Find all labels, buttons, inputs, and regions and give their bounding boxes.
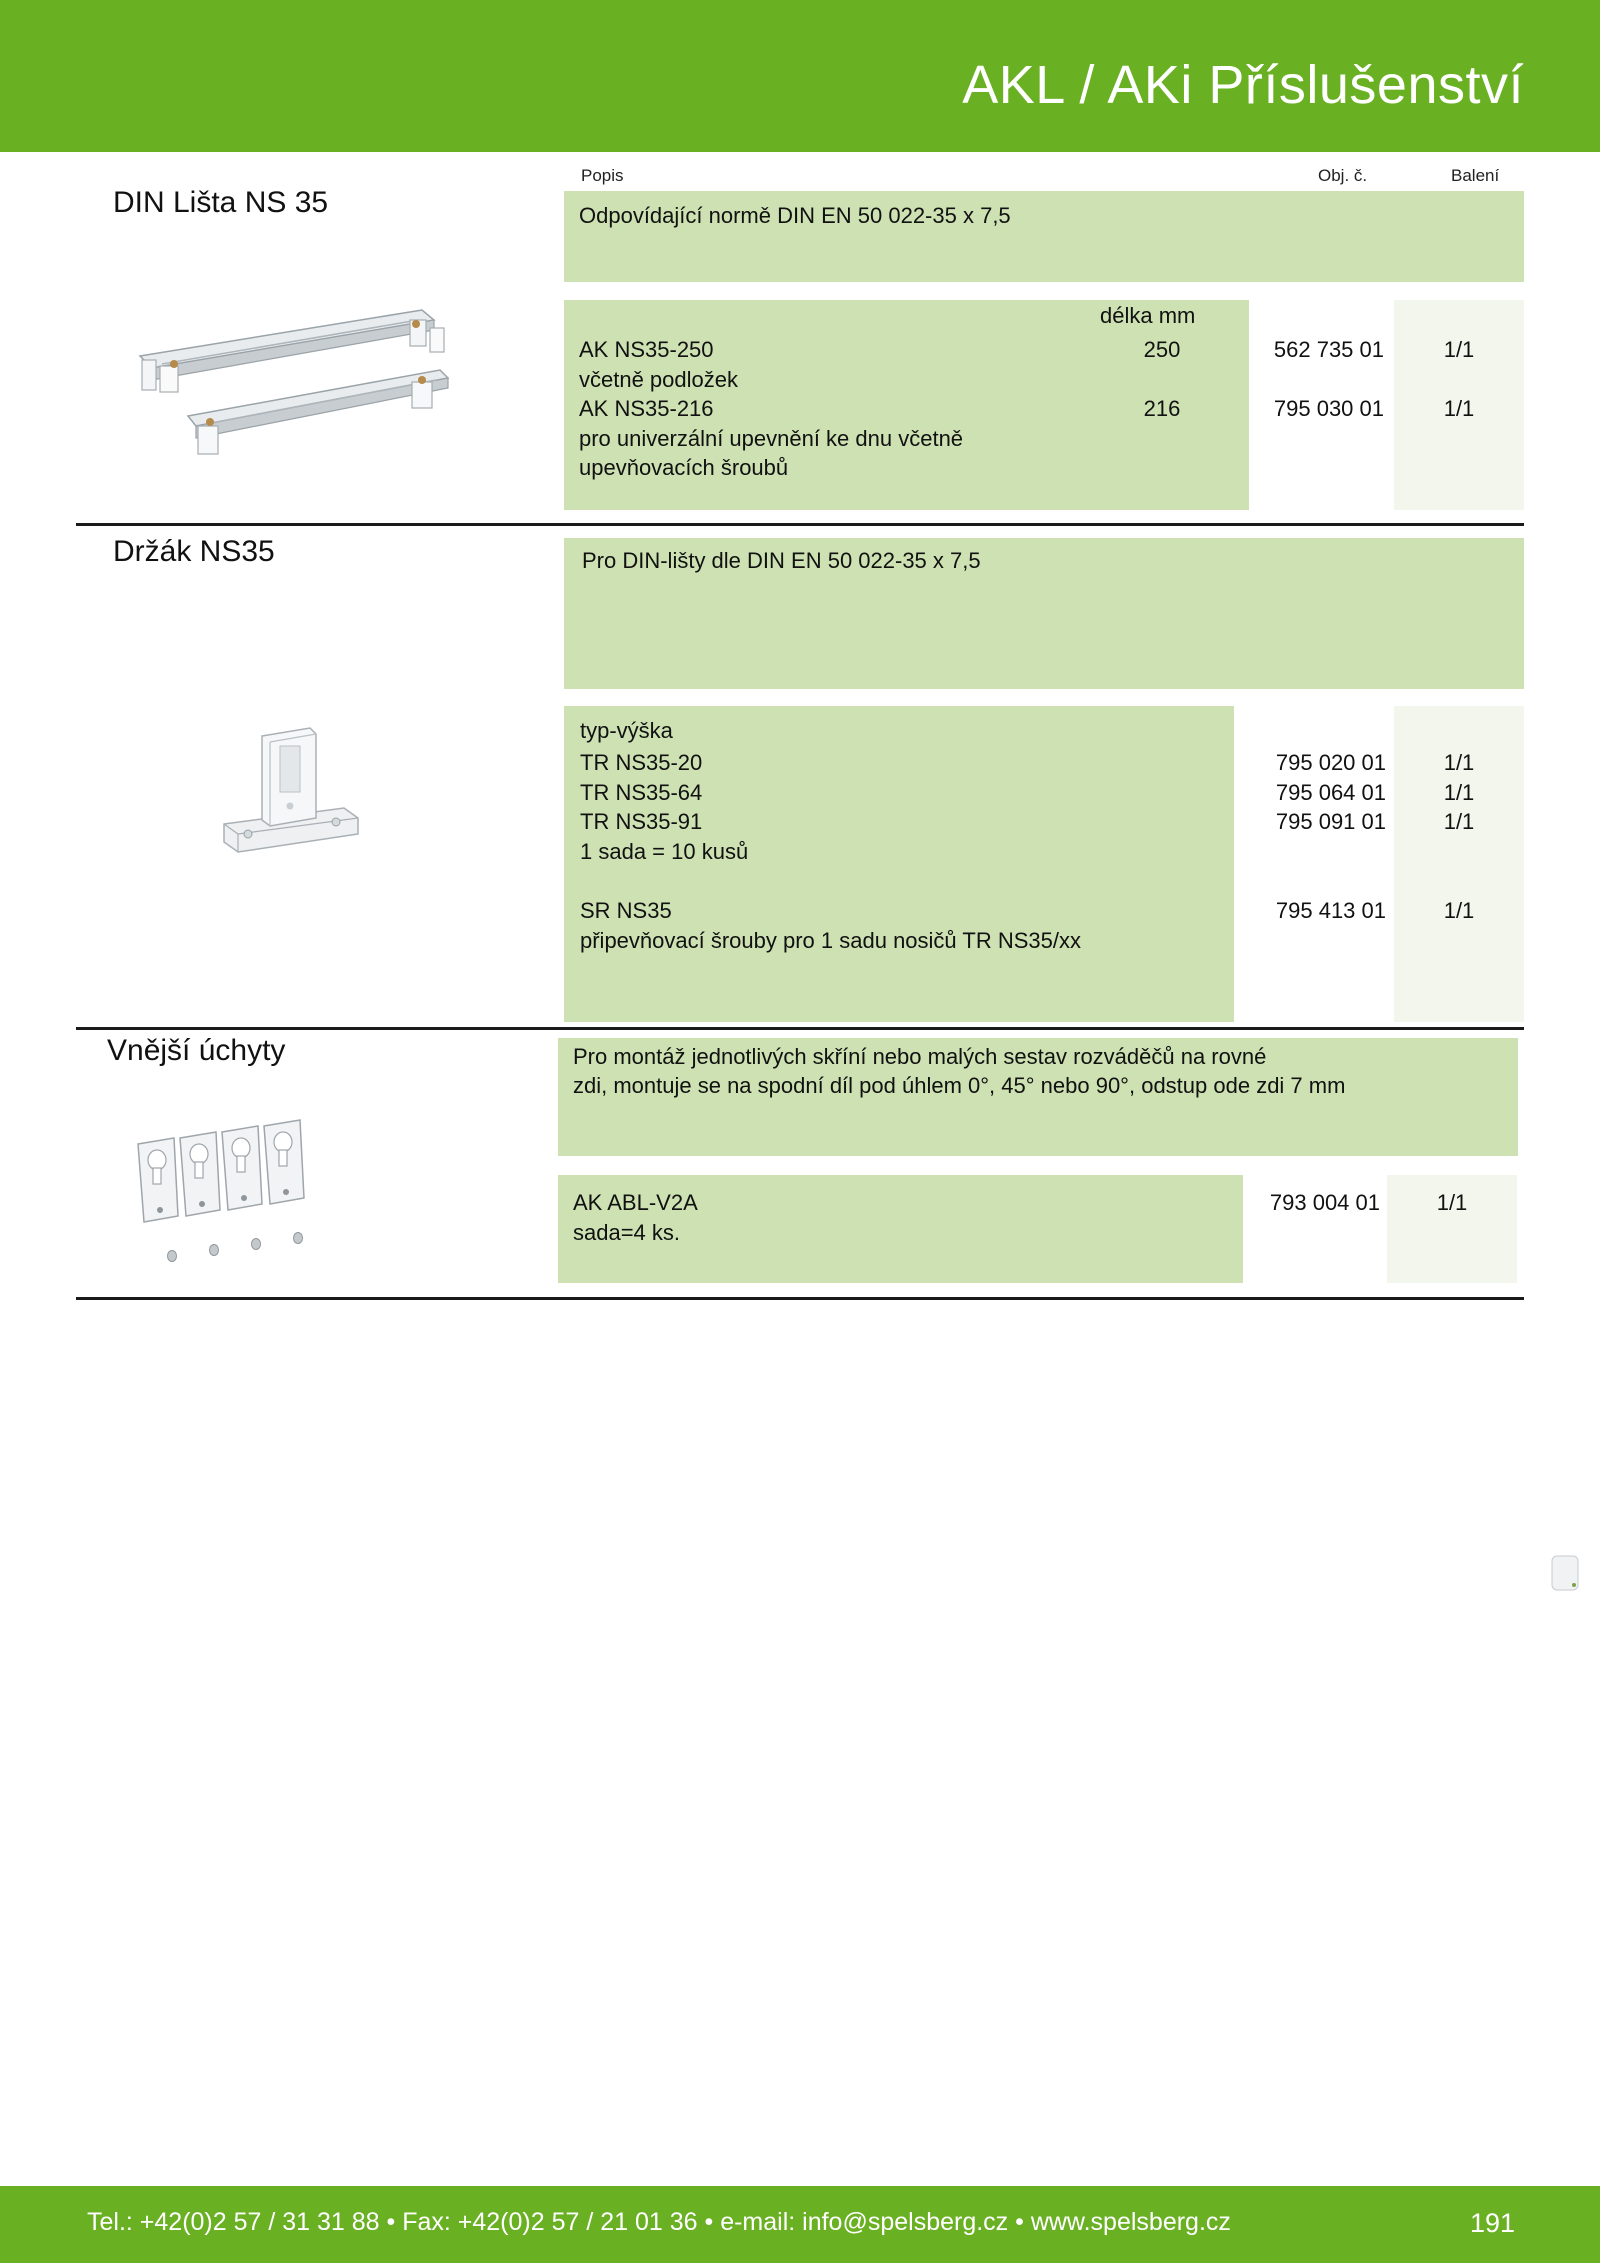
rail-holder-icon [214,722,364,862]
pack-value: 1/1 [1443,750,1475,775]
page-title: AKL / AKi Příslušenství [962,55,1524,115]
pack-value: 1/1 [1436,1190,1468,1215]
order-number: 562 735 01 [1273,337,1384,362]
length-value: 216 [1143,396,1181,421]
pack-value: 1/1 [1443,780,1475,805]
pack-value: 1/1 [1443,396,1475,421]
order-number: 795 064 01 [1275,780,1386,805]
product-note: sada=4 ks. [573,1220,681,1245]
product-code: AK ABL-V2A [573,1190,698,1215]
section-title-din-rail: DIN Lišta NS 35 [113,186,329,219]
product-note: včetně podložek [579,367,738,392]
section-title-rail-holder: Držák NS35 [113,535,275,568]
footer-contact: Tel.: +42(0)2 57 / 31 31 88 • Fax: +42(0)2 57 / 21 01 36 • e-mail: info@spelsberg.cz • www.spelsberg.cz [87,2208,1231,2236]
product-code: AK NS35-216 [579,396,714,421]
length-header: délka mm [1100,303,1196,328]
order-number: 795 020 01 [1275,750,1386,775]
product-note: pro univerzální upevnění ke dnu včetně [579,426,964,451]
product-code: TR NS35-91 [580,809,703,834]
pack-value: 1/1 [1443,809,1475,834]
description-text: Odpovídající normě DIN EN 50 022-35 x 7,5 [579,203,1011,228]
description-text: Pro DIN-lišty dle DIN EN 50 022-35 x 7,5 [582,548,981,573]
page-tab-icon [1550,1554,1580,1592]
page-number: 191 [1470,2208,1516,2238]
type-header: typ-výška [580,718,673,743]
column-header-popis: Popis [581,166,624,185]
column-header-baleni: Balení [1451,166,1500,185]
section-title-wall-brackets: Vnější úchyty [107,1034,286,1067]
set-note: 1 sada = 10 kusů [580,839,749,864]
product-code: AK NS35-250 [579,337,714,362]
section-divider [76,523,1524,526]
column-header-obj: Obj. č. [1318,166,1368,185]
product-code: TR NS35-64 [580,780,703,805]
pack-value: 1/1 [1443,898,1475,923]
pack-value: 1/1 [1443,337,1475,362]
din-rail-icon [122,298,452,468]
section-divider [76,1297,1524,1300]
description-text: Pro montáž jednotlivých skříní nebo malých sestav rozváděčů na rovné [573,1044,1267,1069]
description-text: zdi, montuje se na spodní díl pod úhlem 0°, 45° nebo 90°, odstup ode zdi 7 mm [573,1073,1346,1098]
section-divider [76,1027,1524,1030]
order-number: 795 030 01 [1273,396,1384,421]
order-number: 795 091 01 [1275,809,1386,834]
wall-bracket-icon [128,1118,328,1268]
length-value: 250 [1143,337,1181,362]
product-code: TR NS35-20 [580,750,703,775]
product-note: připevňovací šrouby pro 1 sadu nosičů TR NS35/xx [580,928,1081,953]
order-number: 793 004 01 [1269,1190,1380,1215]
product-code: SR NS35 [580,898,672,923]
product-note: upevňovacích šroubů [579,455,789,480]
order-number: 795 413 01 [1275,898,1386,923]
